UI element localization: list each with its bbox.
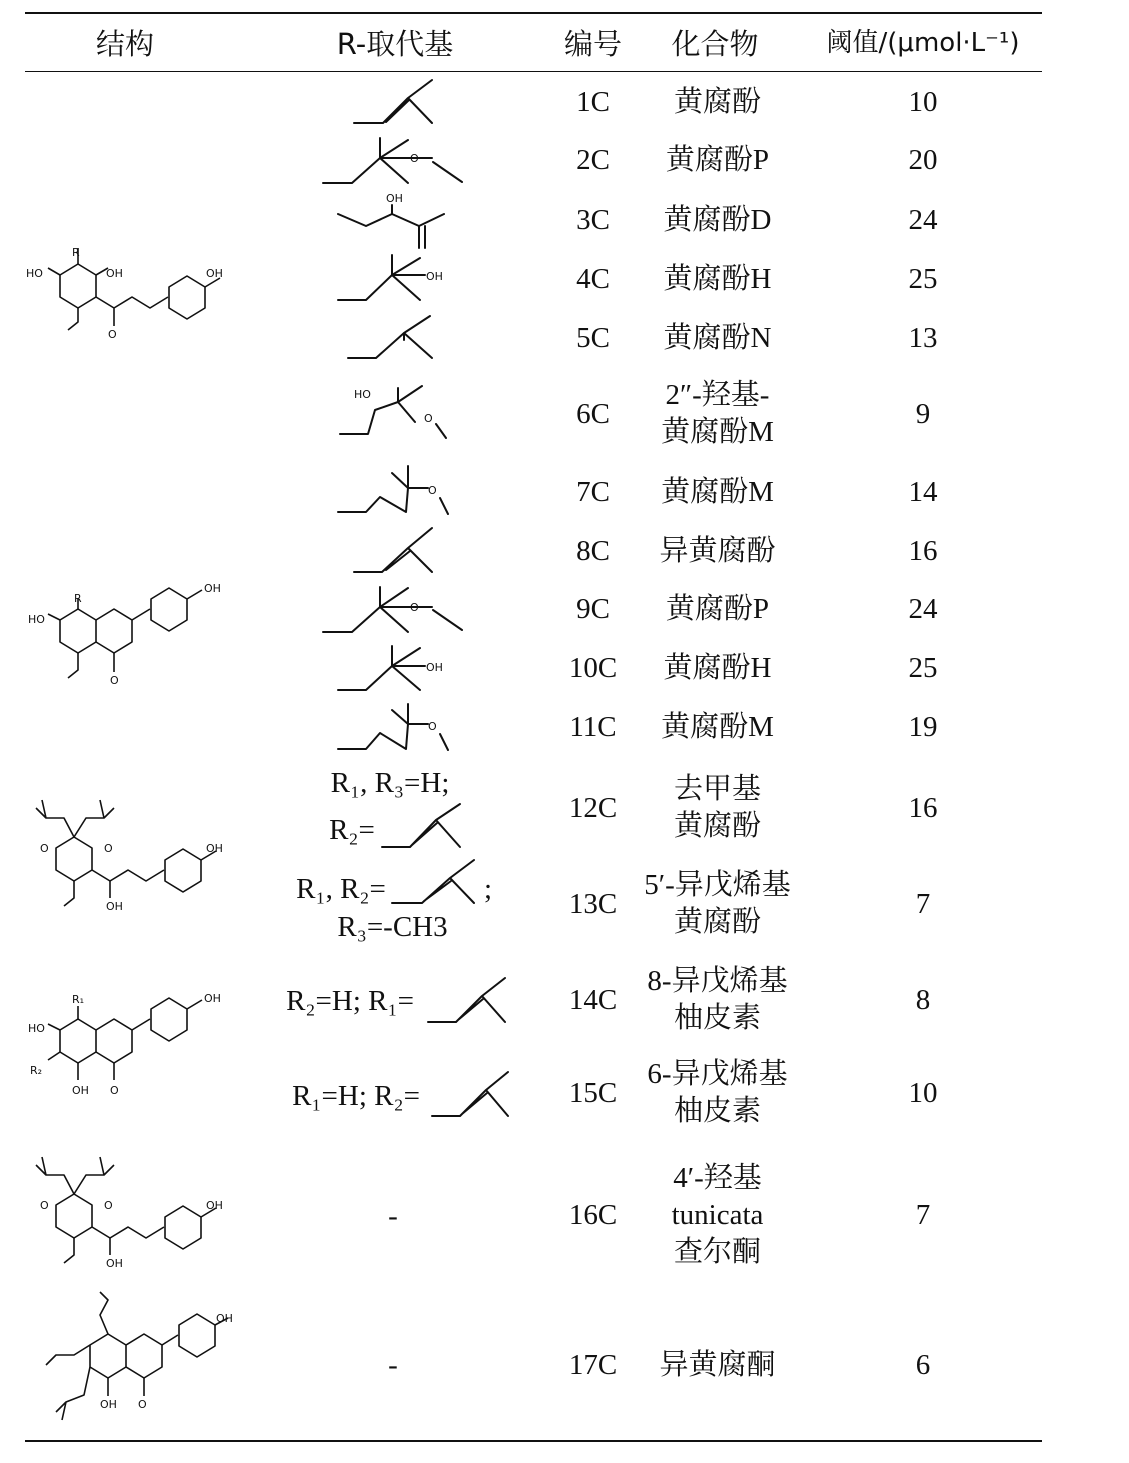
isopentenyl-drawing-5c bbox=[348, 316, 432, 358]
row-compound-name: 5′-异戊烯基 bbox=[644, 869, 791, 901]
prenyl-drawing-12c bbox=[382, 804, 460, 847]
row-value: 14 bbox=[908, 476, 938, 508]
row-id: 17C bbox=[568, 1349, 618, 1381]
tunicata-hydroxyl-label-chain: OH bbox=[106, 1257, 123, 1270]
row-value: 19 bbox=[908, 711, 938, 743]
tunicata-hydroxyl-label-ring: OH bbox=[206, 1199, 223, 1212]
hydroxy-dimethyl-drawing-10c bbox=[338, 646, 425, 690]
substituent-13c-line1: R₁, R₂= bbox=[296, 873, 386, 905]
row-compound-name: 黄腐酚 bbox=[673, 85, 761, 118]
diprenyl-carbonyl-label-left: O bbox=[40, 842, 49, 855]
header-threshold: 阈值/(μmol·L⁻¹) bbox=[826, 28, 1020, 58]
substituent-17c: - bbox=[388, 1349, 398, 1381]
flavanone-r-label: R bbox=[74, 592, 82, 605]
row-value: 7 bbox=[915, 1199, 931, 1231]
header-number: 编号 bbox=[563, 27, 622, 61]
hydroxyl-label-6c: HO bbox=[354, 388, 371, 401]
row-id: 6C bbox=[576, 398, 610, 430]
row-compound-name: 柚皮素 bbox=[673, 1095, 761, 1127]
chalcone-hydroxyl-label-inner: OH bbox=[106, 267, 123, 280]
row-value: 25 bbox=[908, 263, 938, 295]
row-compound-name: 6-异戊烯基 bbox=[647, 1058, 788, 1090]
oxygen-label-7c: O bbox=[428, 484, 437, 497]
row-id: 12C bbox=[568, 792, 618, 824]
row-compound-name: 黄腐酚H bbox=[663, 262, 772, 295]
row-value: 25 bbox=[908, 652, 938, 684]
prenyl-flavanone-hydroxyl-label-bottom: OH bbox=[72, 1084, 89, 1097]
row-compound-name: 查尔酮 bbox=[673, 1235, 761, 1268]
header-structure: 结构 bbox=[95, 27, 154, 61]
isoxanthohumol-ketone-hydroxyl-label-ring: OH bbox=[216, 1312, 233, 1325]
substituent-12c-line2: R₂= bbox=[329, 814, 375, 846]
row-id: 8C bbox=[576, 535, 610, 567]
substituent-12c-line1: R₁, R₃=H; bbox=[330, 767, 450, 799]
chalcone-carbonyl-label: O bbox=[108, 328, 117, 341]
row-compound-name: 黄腐酚M bbox=[661, 710, 774, 743]
prenyl-flavanone-structure bbox=[48, 998, 202, 1080]
chalcone-hydroxyl-label-left: HO bbox=[26, 267, 43, 280]
row-value: 24 bbox=[908, 593, 938, 625]
prenyl-drawing-1c bbox=[354, 80, 432, 123]
substituent-15c: R₁=H; R₂= bbox=[292, 1080, 420, 1112]
row-value: 16 bbox=[908, 535, 938, 567]
oxygen-label-9c: O bbox=[410, 601, 419, 614]
hydroxy-tunicata-chalcone-structure bbox=[36, 1157, 216, 1263]
hydroxyl-label-3c: OH bbox=[386, 192, 403, 205]
row-id: 11C bbox=[569, 711, 617, 743]
isoxanthohumol-ketone-carbonyl-label: O bbox=[138, 1398, 147, 1411]
substituent-14c: R₂=H; R₁= bbox=[286, 985, 414, 1017]
header-compound: 化合物 bbox=[671, 27, 759, 61]
row-id: 1C bbox=[576, 86, 610, 118]
oxygen-label-11c: O bbox=[428, 720, 437, 733]
prenyl-drawing-15c bbox=[432, 1072, 508, 1116]
row-id: 7C bbox=[576, 476, 610, 508]
tunicata-carbonyl-label-right: O bbox=[104, 1199, 113, 1212]
row-id: 15C bbox=[568, 1077, 618, 1109]
row-compound-name: 黄腐酚M bbox=[661, 475, 774, 508]
prenyl-flavanone-carbonyl-label: O bbox=[110, 1084, 119, 1097]
row-compound-name: tunicata bbox=[671, 1198, 764, 1231]
prenyl-flavanone-r2-label: R₂ bbox=[30, 1064, 43, 1077]
row-compound-name: 黄腐酚M bbox=[661, 416, 774, 448]
oxygen-label-6c: O bbox=[424, 412, 433, 425]
prenyl-flavanone-r1-label: R₁ bbox=[72, 993, 85, 1006]
ethoxy-dimethyl-drawing-9c bbox=[323, 587, 462, 632]
row-compound-name: 4′-羟基 bbox=[673, 1161, 762, 1194]
row-id: 5C bbox=[576, 322, 610, 354]
row-compound-name: 黄腐酚 bbox=[673, 906, 761, 938]
row-id: 14C bbox=[568, 984, 618, 1016]
flavanone-carbonyl-label: O bbox=[110, 674, 119, 687]
oxygen-label-2c: O bbox=[410, 152, 419, 165]
row-compound-name: 2″-羟基- bbox=[665, 379, 770, 411]
row-value: 16 bbox=[908, 792, 938, 824]
tunicata-carbonyl-label-left: O bbox=[40, 1199, 49, 1212]
row-compound-name: 黄腐酚P bbox=[665, 592, 770, 625]
row-compound-name: 异黄腐酮 bbox=[659, 1348, 776, 1381]
row-value: 10 bbox=[908, 1077, 938, 1109]
row-value: 7 bbox=[915, 888, 931, 920]
diprenyl-carbonyl-label-right: O bbox=[104, 842, 113, 855]
hydroxy-methylene-drawing-3c bbox=[338, 205, 444, 248]
isoxanthohumol-ketone-hydroxyl-label-bottom: OH bbox=[100, 1398, 117, 1411]
row-compound-name: 黄腐酚H bbox=[663, 651, 772, 684]
row-value: 9 bbox=[915, 398, 931, 430]
row-value: 13 bbox=[908, 322, 938, 354]
flavanone-hydroxyl-label-ring: OH bbox=[204, 582, 221, 595]
diprenyl-hydroxyl-label-chain: OH bbox=[106, 900, 123, 913]
prenyl-drawing-14c bbox=[428, 978, 505, 1022]
row-compound-name: 黄腐酚P bbox=[665, 143, 770, 176]
flavanone-structure bbox=[48, 588, 202, 678]
row-id: 4C bbox=[576, 263, 610, 295]
prenyl-flavanone-hydroxyl-label-left: HO bbox=[28, 1022, 45, 1035]
isoxanthohumol-ketone-structure bbox=[46, 1292, 228, 1420]
chalcone-structure bbox=[48, 248, 220, 330]
ethoxy-dimethyl-drawing-2c bbox=[323, 138, 462, 183]
row-compound-name: 柚皮素 bbox=[673, 1002, 761, 1034]
header-substituent: R-取代基 bbox=[336, 27, 454, 61]
row-value: 8 bbox=[915, 984, 931, 1016]
diprenyl-hydroxyl-label-ring: OH bbox=[206, 842, 223, 855]
row-compound-name: 黄腐酚 bbox=[673, 810, 761, 842]
prenyl-flavanone-hydroxyl-label-ring: OH bbox=[204, 992, 221, 1005]
substituent-13c-semicolon: ; bbox=[483, 873, 493, 905]
hydroxyl-label-4c: OH bbox=[426, 270, 443, 283]
flavanone-hydroxyl-label-left: HO bbox=[28, 613, 45, 626]
row-value: 6 bbox=[915, 1349, 931, 1381]
substituent-13c-line2: R₃=-CH3 bbox=[337, 911, 448, 943]
row-compound-name: 异黄腐酚 bbox=[659, 534, 776, 567]
row-id: 9C bbox=[576, 593, 610, 625]
row-value: 10 bbox=[908, 86, 938, 118]
hydroxyl-label-10c: OH bbox=[426, 661, 443, 674]
row-id: 13C bbox=[568, 888, 618, 920]
row-compound-name: 去甲基 bbox=[673, 773, 761, 805]
row-id: 16C bbox=[568, 1199, 618, 1231]
hydroxy-dimethyl-drawing-4c bbox=[338, 255, 425, 300]
prenyl-drawing-8c bbox=[354, 528, 432, 572]
row-value: 20 bbox=[908, 144, 938, 176]
diprenyl-chalcone-structure bbox=[36, 800, 216, 906]
prenyl-drawing-13c bbox=[392, 860, 474, 903]
row-compound-name: 黄腐酚N bbox=[663, 321, 772, 354]
row-id: 10C bbox=[568, 652, 618, 684]
core-structures bbox=[20, 0, 260, 1463]
chalcone-hydroxyl-label-ring: OH bbox=[206, 267, 223, 280]
row-value: 24 bbox=[908, 204, 938, 236]
chalcone-r-label: R bbox=[72, 246, 80, 259]
row-id: 3C bbox=[576, 204, 610, 236]
row-compound-name: 8-异戊烯基 bbox=[647, 965, 788, 997]
row-compound-name: 黄腐酚D bbox=[663, 203, 772, 236]
row-id: 2C bbox=[576, 144, 610, 176]
substituent-16c: - bbox=[388, 1200, 398, 1232]
